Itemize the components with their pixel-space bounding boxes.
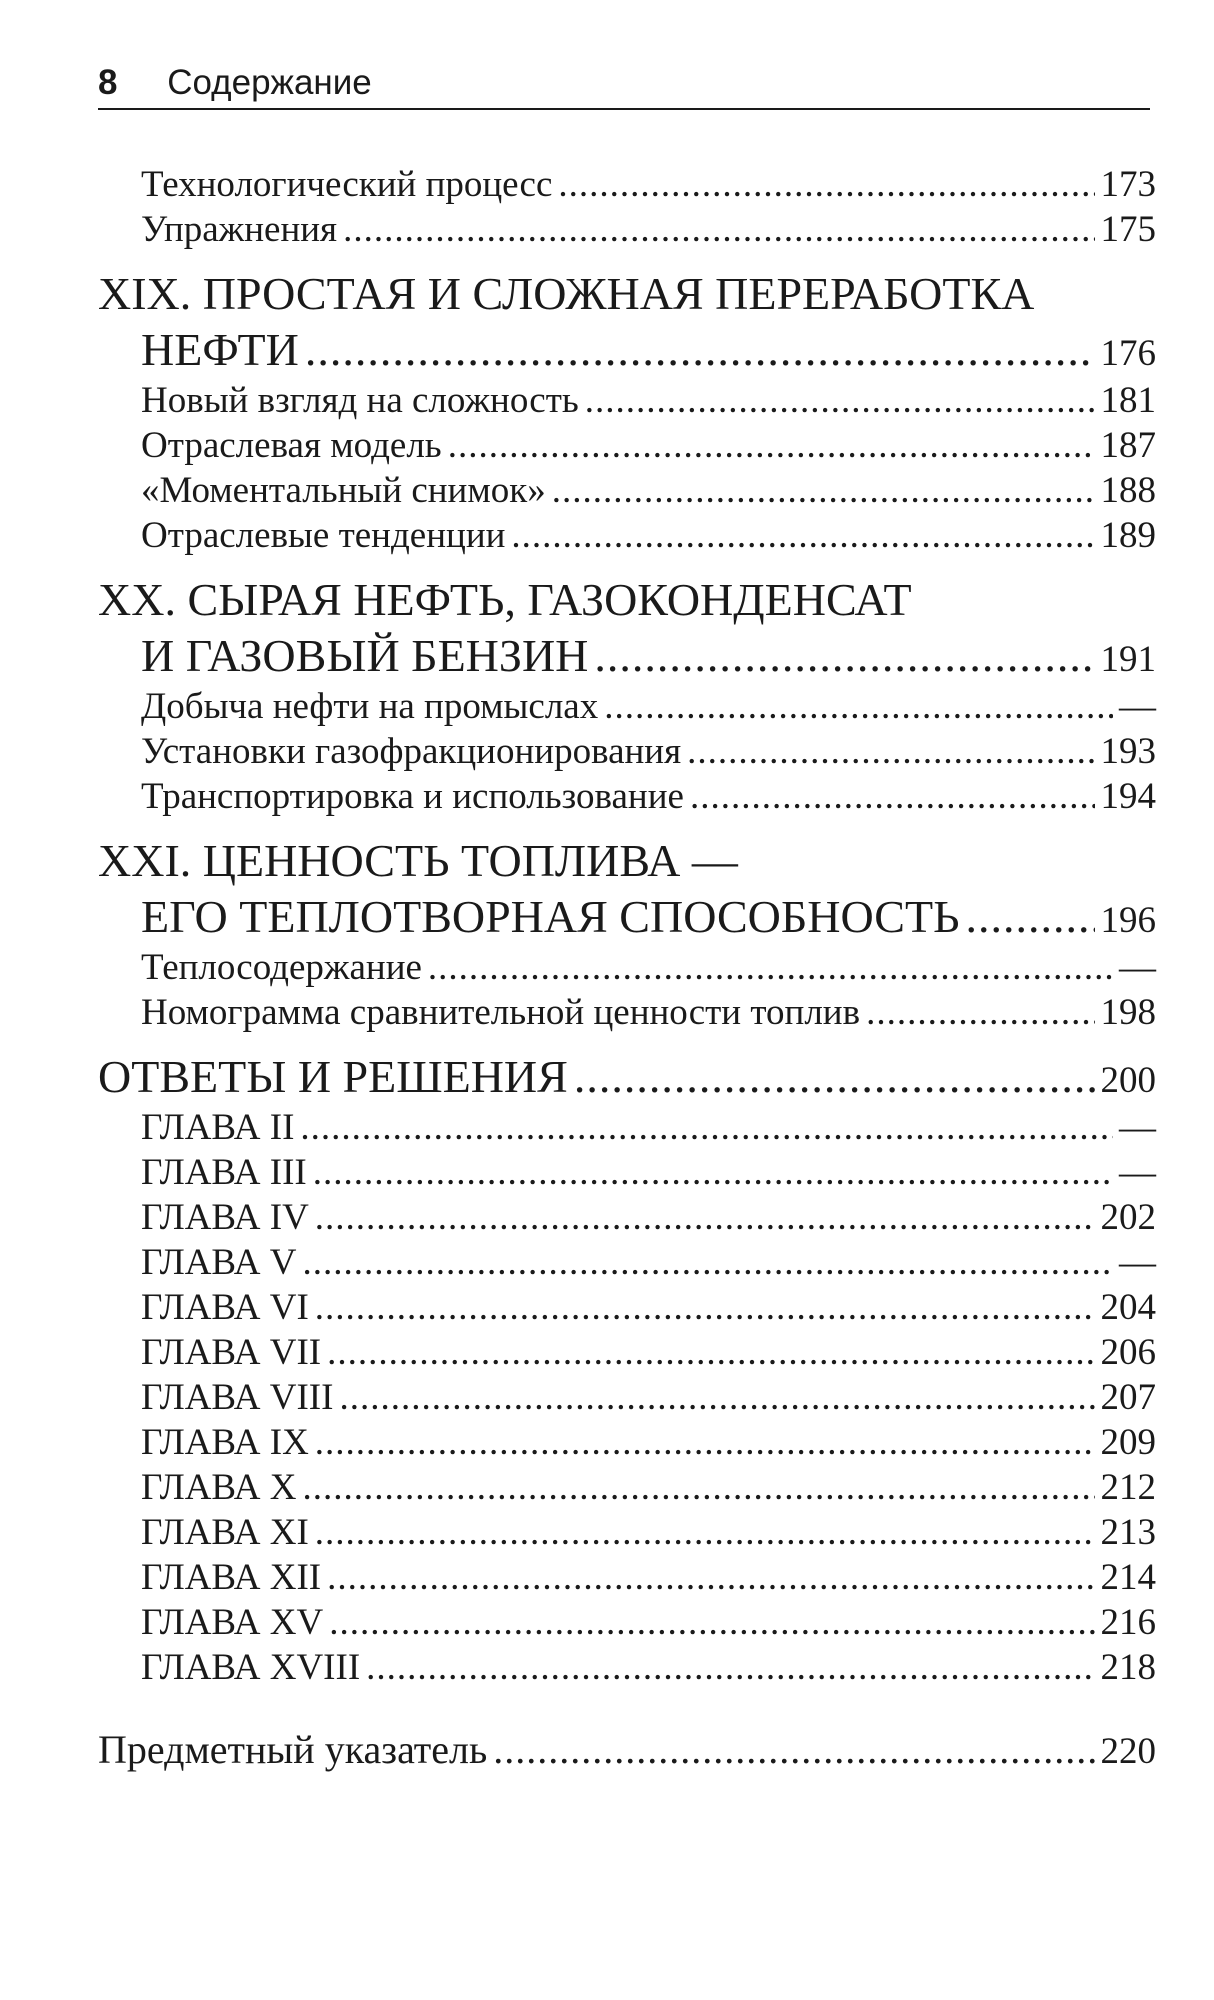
dot-leader — [300, 1105, 1113, 1150]
toc-entry-page: 213 — [1100, 1512, 1156, 1553]
toc-entry-label: Добыча нефти на промыслах — [141, 686, 599, 727]
toc-entry-label: ГЛАВА IV — [141, 1197, 309, 1238]
dot-leader — [305, 322, 1095, 378]
dot-leader — [428, 945, 1113, 990]
chapter-title-line: ОТВЕТЫ И РЕШЕНИЯ — [98, 1051, 568, 1102]
toc-entry — [98, 1285, 1156, 1330]
toc-entry-page: 194 — [1100, 776, 1156, 817]
dot-leader — [966, 889, 1095, 945]
toc-entry — [98, 945, 1156, 990]
dot-leader — [339, 1375, 1094, 1420]
toc-entry-label: Номограмма сравнительной ценности топлив — [141, 992, 861, 1033]
toc-entry-label: Упражнения — [141, 209, 338, 250]
chapter-title-line: XIX. ПРОСТАЯ И СЛОЖНАЯ ПЕРЕРАБОТКА — [98, 268, 1035, 319]
toc-entry-page: 202 — [1100, 1197, 1156, 1238]
toc-entry-page: — — [1119, 1242, 1156, 1283]
toc-entry-page: 218 — [1100, 1647, 1156, 1688]
toc-entry-label: Отраслевая модель — [141, 425, 442, 466]
toc-entry — [98, 162, 1156, 207]
dot-leader — [343, 207, 1094, 252]
toc-entry — [98, 729, 1156, 774]
toc-entry-label: ГЛАВА II — [141, 1107, 295, 1148]
toc-entry-page: 188 — [1100, 470, 1156, 511]
dot-leader — [448, 423, 1095, 468]
toc-entry-label: ГЛАВА XV — [141, 1602, 324, 1643]
index-entry — [98, 1722, 1156, 1778]
dot-leader — [690, 774, 1095, 819]
toc-entry-page: 209 — [1100, 1422, 1156, 1463]
dot-leader — [585, 378, 1095, 423]
dot-leader — [574, 1049, 1095, 1105]
chapter-page: 200 — [1100, 1060, 1156, 1101]
toc-entry-label: ГЛАВА VI — [141, 1287, 309, 1328]
toc-entry — [98, 1330, 1156, 1375]
toc-entry-label: «Моментальный снимок» — [141, 470, 546, 511]
toc-entry-page: — — [1119, 947, 1156, 988]
dot-leader — [366, 1645, 1094, 1690]
toc-entry-page: — — [1119, 686, 1156, 727]
chapter-entry — [98, 322, 1156, 378]
toc-entry-page: 214 — [1100, 1557, 1156, 1598]
toc-entry — [98, 1150, 1156, 1195]
toc-entry-label: ГЛАВА X — [141, 1467, 297, 1508]
toc-entry-page: 204 — [1100, 1287, 1156, 1328]
toc-entry — [98, 1600, 1156, 1645]
index-label: Предметный указатель — [98, 1727, 488, 1772]
toc-entry-page: 207 — [1100, 1377, 1156, 1418]
toc-entry-page: 181 — [1100, 380, 1156, 421]
dot-leader — [558, 162, 1094, 207]
chapter-title-line: XXI. ЦЕННОСТЬ ТОПЛИВА — — [98, 835, 738, 886]
chapter-entry — [98, 889, 1156, 945]
toc-entry-label: ГЛАВА XI — [141, 1512, 309, 1553]
page-number: 8 — [98, 63, 118, 102]
dot-leader — [327, 1555, 1094, 1600]
toc-entry-page: — — [1119, 1152, 1156, 1193]
toc-entry-page: 175 — [1100, 209, 1156, 250]
dot-leader — [315, 1420, 1095, 1465]
toc-entry-page: 216 — [1100, 1602, 1156, 1643]
toc-entry — [98, 207, 1156, 252]
toc-entry-label: ГЛАВА XII — [141, 1557, 322, 1598]
toc-entry-page: 187 — [1100, 425, 1156, 466]
toc-entry — [98, 1195, 1156, 1240]
toc-entry — [98, 1645, 1156, 1690]
toc-entry-page: 198 — [1100, 992, 1156, 1033]
dot-leader — [315, 1510, 1095, 1555]
dot-leader — [313, 1150, 1113, 1195]
toc-entry — [98, 513, 1156, 558]
chapter-page: 176 — [1100, 333, 1156, 374]
toc-entry — [98, 774, 1156, 819]
toc-entry — [98, 1105, 1156, 1150]
toc-entry — [98, 468, 1156, 513]
toc-entry — [98, 1240, 1156, 1285]
toc-entry-label: Технологический процесс — [141, 164, 553, 205]
toc-entry — [98, 1465, 1156, 1510]
dot-leader — [329, 1600, 1094, 1645]
dot-leader — [594, 628, 1094, 684]
toc-entry — [98, 1510, 1156, 1555]
toc-entry — [98, 423, 1156, 468]
chapter-title-line: ЕГО ТЕПЛОТВОРНАЯ СПОСОБНОСТЬ — [141, 891, 960, 942]
toc-entry-label: ГЛАВА VIII — [141, 1377, 334, 1418]
toc-entry — [98, 1555, 1156, 1600]
dot-leader — [552, 468, 1095, 513]
toc-entry-label: ГЛАВА IX — [141, 1422, 309, 1463]
table-of-contents — [98, 162, 1156, 1778]
dot-leader — [511, 513, 1094, 558]
toc-entry-label: Транспортировка и использование — [141, 776, 684, 817]
chapter-title-line: НЕФТИ — [141, 324, 299, 375]
toc-entry-label: Теплосодержание — [141, 947, 422, 988]
toc-entry-label: Установки газофракционирования — [141, 731, 682, 772]
toc-entry-page: 193 — [1100, 731, 1156, 772]
toc-entry — [98, 1375, 1156, 1420]
dot-leader — [315, 1195, 1095, 1240]
toc-entry — [98, 378, 1156, 423]
toc-entry-label: Новый взгляд на сложность — [141, 380, 579, 421]
chapter-page: 191 — [1100, 639, 1156, 680]
toc-entry-label: Отраслевые тенденции — [141, 515, 506, 556]
chapter-title-line: И ГАЗОВЫЙ БЕНЗИН — [141, 630, 589, 681]
toc-entry-page: 206 — [1100, 1332, 1156, 1373]
dot-leader — [687, 729, 1094, 774]
running-title: Содержание — [167, 63, 372, 102]
dot-leader — [327, 1330, 1094, 1375]
chapter-page: 196 — [1100, 900, 1156, 941]
toc-entry-label: ГЛАВА XVIII — [141, 1647, 361, 1688]
chapter-entry — [98, 628, 1156, 684]
toc-entry-label: ГЛАВА VII — [141, 1332, 322, 1373]
toc-entry-label: ГЛАВА III — [141, 1152, 307, 1193]
toc-entry-page: 212 — [1100, 1467, 1156, 1508]
dot-leader — [604, 684, 1113, 729]
toc-entry — [98, 990, 1156, 1035]
toc-entry-page: — — [1119, 1107, 1156, 1148]
toc-entry — [98, 1420, 1156, 1465]
index-page: 220 — [1100, 1731, 1156, 1772]
dot-leader — [315, 1285, 1095, 1330]
toc-entry-page: 173 — [1100, 164, 1156, 205]
dot-leader — [493, 1722, 1094, 1778]
dot-leader — [302, 1240, 1113, 1285]
toc-entry-page: 189 — [1100, 515, 1156, 556]
toc-entry — [98, 684, 1156, 729]
running-header — [98, 58, 1150, 110]
dot-leader — [866, 990, 1094, 1035]
toc-entry-label: ГЛАВА V — [141, 1242, 297, 1283]
dot-leader — [302, 1465, 1094, 1510]
chapter-title-line: XX. СЫРАЯ НЕФТЬ, ГАЗОКОНДЕНСАТ — [98, 574, 912, 625]
chapter-entry — [98, 1049, 1156, 1105]
